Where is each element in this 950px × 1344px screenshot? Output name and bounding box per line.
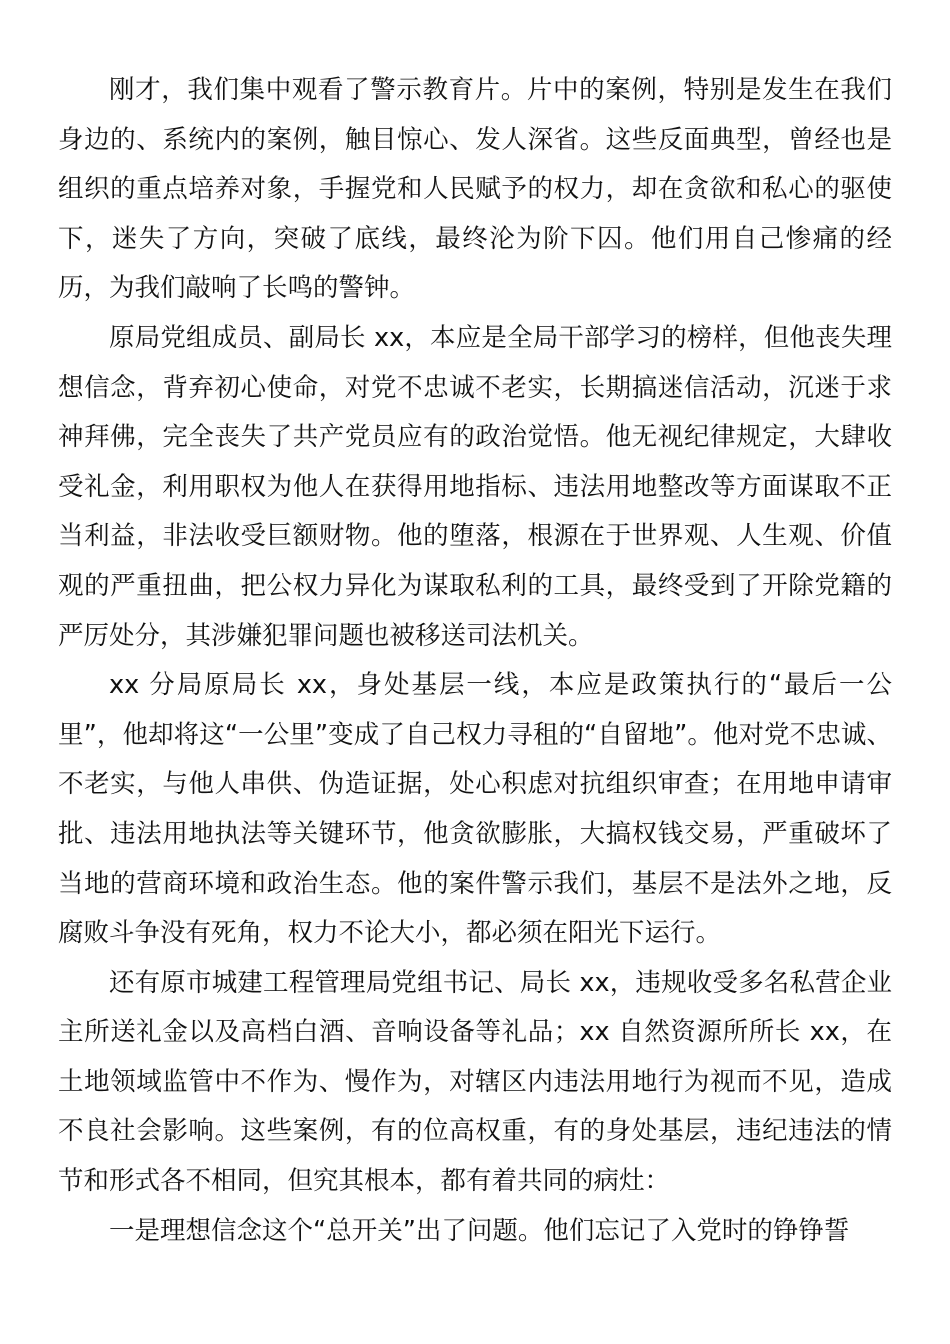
paragraph-point-one: 一是理想信念这个“总开关”出了问题。他们忘记了入党时的铮铮誓 bbox=[109, 1215, 850, 1246]
paragraph-other-cases: 还有原市城建工程管理局党组书记、局长 xx，违规收受多名私营企业主所送礼金以及高档白酒、音响设备等礼品；xx 自然资源所所长 xx，在土地领域监管中不作为、慢作为，对辖区内违法用地行为视而不见，造成不良社会影响。这些案例，有的位高权重，有的身处基层，违纪违法的情节和形式各不相同，但究其根本，都有着共同的病灶： bbox=[58, 967, 892, 1197]
paragraph-case-deputy-director: 原局党组成员、副局长 xx，本应是全局干部学习的榜样，但他丧失理想信念，背弃初心使命，对党不忠诚不老实，长期搞迷信活动，沉迷于求神拜佛，完全丧失了共产党员应有的政治觉悟。他无视纪律规定，大肆收受礼金，利用职权为他人在获得用地指标、违法用地整改等方面谋取不正当利益，非法收受巨额财物。他的堕落，根源在于世界观、人生观、价值观的严重扭曲，把公权力异化为谋取私利的工具，最终受到了开除党籍的严厉处分，其涉嫌犯罪问题也被移送司法机关。 bbox=[58, 322, 892, 651]
paragraph-case-branch-director: xx 分局原局长 xx，身处基层一线，本应是政策执行的“最后一公里”，他却将这“一公里”变成了自己权力寻租的“自留地”。他对党不忠诚、不老实，与他人串供、伪造证据，处心积虑对抗组织审查；在用地申请审批、违法用地执法等关键环节，他贪欲膨胀，大搞权钱交易，严重破坏了当地的营商环境和政治生态。他的案件警示我们，基层不是法外之地，反腐败斗争没有死角，权力不论大小，都必须在阳光下运行。 bbox=[58, 670, 892, 949]
paragraph-opening: 刚才，我们集中观看了警示教育片。片中的案例，特别是发生在我们身边的、系统内的案例，触目惊心、发人深省。这些反面典型，曾经也是组织的重点培养对象，手握党和人民赋予的权力，却在贪欲和私心的驱使下，迷失了方向，突破了底线，最终沦为阶下囚。他们用自己惨痛的经历，为我们敲响了长鸣的警钟。 bbox=[58, 75, 892, 304]
document-body bbox=[58, 66, 892, 1256]
